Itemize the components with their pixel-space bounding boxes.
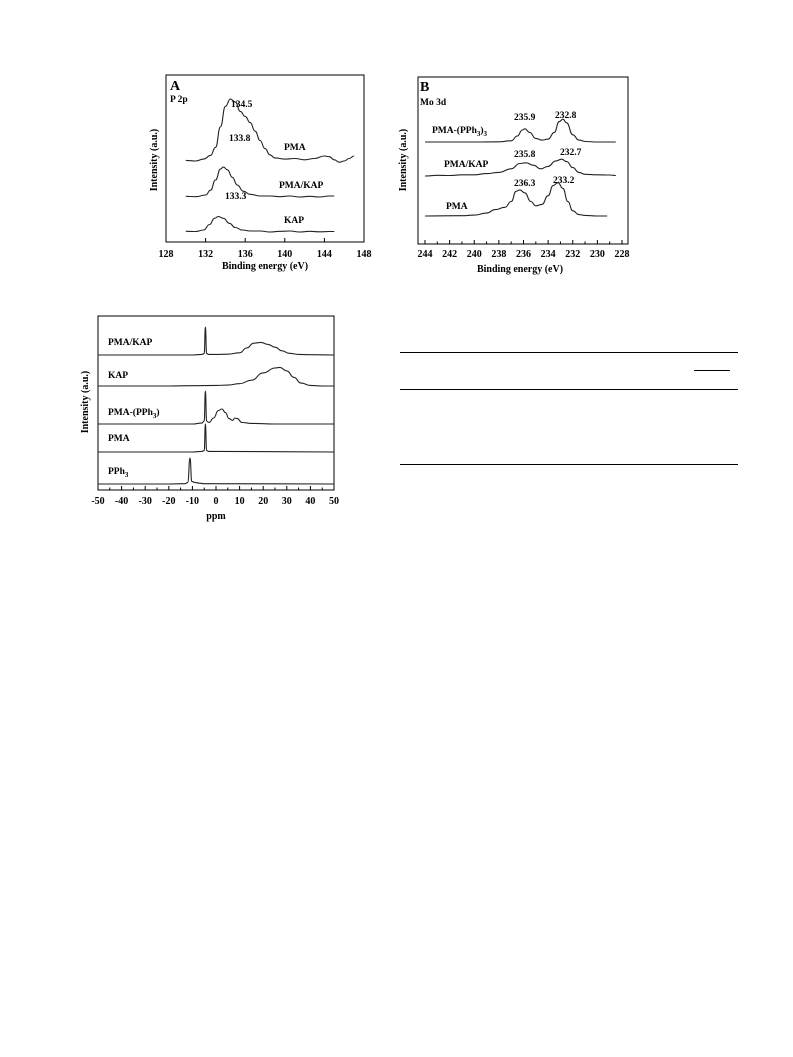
chart-a-series-label: PMA/KAP xyxy=(279,181,324,191)
chart-a-xtick-label: 144 xyxy=(316,249,332,260)
table-bottom-rule xyxy=(400,464,738,465)
chart-a-annotation: P 2p xyxy=(170,95,188,105)
chart-b-series-label: PMA/KAP xyxy=(444,160,489,170)
chart-c-series-label: PMA xyxy=(108,434,130,444)
chart-b-x-label: Binding energy (eV) xyxy=(476,264,564,275)
chart-c-xtick-label: 30 xyxy=(281,496,292,507)
chart-b-xtick-label: 232 xyxy=(565,249,581,260)
chart-a-y-label: Intensity (a.u.) xyxy=(149,128,160,192)
chart-c-xtick-label: 40 xyxy=(305,496,316,507)
chart-a-xtick-label: 140 xyxy=(277,249,293,260)
chart-c-xtick-label: 20 xyxy=(258,496,269,507)
chart-b-xtick-label: 238 xyxy=(491,249,507,260)
chart-a-peak-label: 133.8 xyxy=(229,134,251,144)
chart-c-xtick-label: -50 xyxy=(91,496,105,507)
chart-c-series-label: PMA/KAP xyxy=(108,338,153,348)
chart-c-series-label: KAP xyxy=(108,371,129,381)
chart-a-xtick-label: 128 xyxy=(158,249,174,260)
chart-c-xtick-label: 10 xyxy=(234,496,245,507)
chart-b-xtick-label: 230 xyxy=(589,249,605,260)
chart-a-series-label: KAP xyxy=(284,216,305,226)
chart-b-peak-label: 236.3 xyxy=(514,179,536,189)
chart-c-y-label: Intensity (a.u.) xyxy=(80,370,91,434)
chart-a-peak-label: 134.5 xyxy=(231,100,253,110)
chart-c-trace-4 xyxy=(98,458,334,484)
chart-b-xtick-label: 228 xyxy=(614,249,630,260)
chart-b-panel-letter: B xyxy=(420,80,430,95)
chart-a-x-label: Binding energy (eV) xyxy=(221,261,309,272)
chart-c-x-label: ppm xyxy=(206,511,226,522)
chart-b-xtick-label: 242 xyxy=(442,249,458,260)
chart-c-xtick-label: 50 xyxy=(329,496,339,507)
chart-c-xtick-label: -10 xyxy=(185,496,200,507)
chart-b-peak-label: 235.9 xyxy=(514,113,536,123)
chart-c-series-label: PMA-(PPh$_3$) xyxy=(108,408,160,420)
chart-b-peak-label: 235.8 xyxy=(514,150,536,160)
chart-c-xtick-label: -20 xyxy=(162,496,176,507)
chart-c-trace-3 xyxy=(98,424,334,452)
chart-c-series-label: PPh$_3$ xyxy=(108,467,129,479)
chart-c-xtick-label: -40 xyxy=(114,496,129,507)
chart-a-panel-letter: A xyxy=(170,79,181,94)
chart-b-peak-label: 233.2 xyxy=(553,176,575,186)
chart-b-peak-label: 232.7 xyxy=(560,148,582,158)
chart-a-peak-label: 133.3 xyxy=(225,192,247,202)
chart-c-xtick-label: -30 xyxy=(138,496,152,507)
table-header-rule xyxy=(400,389,738,390)
chart-c-xtick-label: 0 xyxy=(213,496,219,507)
chart-b-series-label: PMA xyxy=(446,202,468,212)
chart-a-xtick-label: 132 xyxy=(198,249,214,260)
chart-b-series-label: PMA-$(PPh_3)_3$ xyxy=(432,126,488,138)
chart-a-xtick-label: 136 xyxy=(237,249,253,260)
chart-b-xtick-label: 234 xyxy=(540,249,556,260)
chart-b-xtick-label: 240 xyxy=(466,249,482,260)
chart-a-series-label: PMA xyxy=(284,143,306,153)
chart-b-xtick-label: 236 xyxy=(516,249,531,260)
chart-b-xtick-label: 244 xyxy=(417,249,433,260)
table-group-rule xyxy=(694,370,730,371)
table-top-rule xyxy=(400,352,738,353)
chart-b-annotation: Mo 3d xyxy=(420,98,447,108)
chart-b-y-label: Intensity (a.u.) xyxy=(398,128,409,192)
chart-c-trace-1 xyxy=(98,367,334,386)
chart-a-xtick-label: 148 xyxy=(356,249,372,260)
chart-b-peak-label: 232.8 xyxy=(555,111,577,121)
